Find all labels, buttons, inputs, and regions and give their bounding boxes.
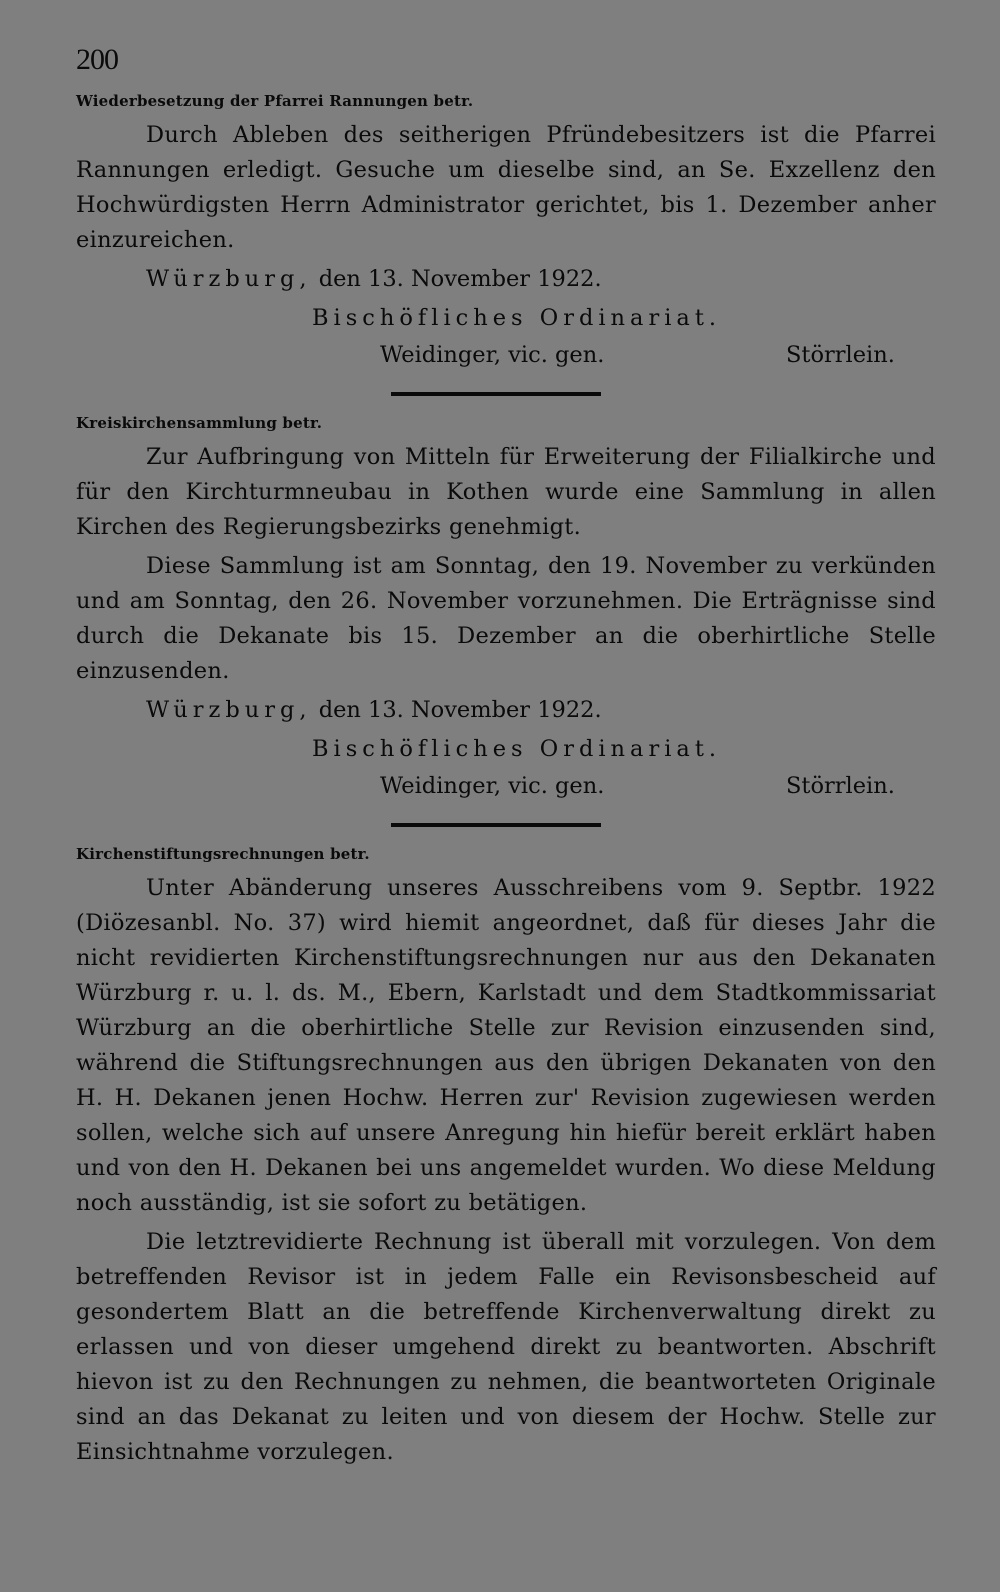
document-page bbox=[76, 40, 936, 1474]
paragraph: Unter Abänderung unseres Ausschreibens vom 9. Septbr. 1922 (Diözesanbl. No. 37) wird hiemit angeordnet, daß für dieses Jahr die nicht revidierten Kirchenstiftungsrechnungen nur aus den Dekanaten Würzburg r. u. l. ds. M., Ebern, Karlstadt und dem Stadtkommissariat Würzburg an die oberhirtliche Stelle zur Revision einzusenden sind, während die Stiftungsrechnungen aus den übrigen Dekanaten von den H. H. Dekanen jenen Hochw. Herren zur' Revision zugewiesen werden sollen, welche sich auf unsere Anregung hin hiefür bereit erklärt haben und von den H. Dekanen bei uns angemeldet wurden. Wo diese Meldung noch ausständig, ist sie sofort zu betätigen. bbox=[76, 875, 936, 1216]
paragraph: Durch Ableben des seitherigen Pfründebesitzers ist die Pfarrei Rannungen erledigt. Gesuche um dieselbe sind, an Se. Exzellenz den Hochwürdigsten Herrn Administrator gerichtet, bis 1. Dezember anher einzureichen. bbox=[76, 122, 936, 253]
signature-vicar-general: Weidinger, vic. gen. bbox=[380, 342, 605, 368]
paragraph: Zur Aufbringung von Mitteln für Erweiterung der Filialkirche und für den Kirchturmneubau in Kothen wurde eine Sammlung in allen Kirchen des Regierungsbezirks genehmigt. bbox=[76, 444, 936, 540]
section-divider bbox=[391, 392, 601, 396]
date: den 13. November 1922. bbox=[318, 697, 602, 723]
issuing-office: Bischöfliches Ordinariat. bbox=[312, 736, 722, 762]
place-date-line bbox=[76, 262, 936, 297]
date: den 13. November 1922. bbox=[318, 266, 602, 292]
place: Würzburg, bbox=[146, 266, 312, 292]
signature-line bbox=[76, 338, 936, 376]
page-number: 200 bbox=[76, 43, 118, 76]
issuing-office: Bischöfliches Ordinariat. bbox=[312, 305, 722, 331]
signature-secretary: Störrlein. bbox=[786, 342, 895, 368]
signature-secretary: Störrlein. bbox=[786, 773, 895, 799]
section-heading: Kirchenstiftungsrechnungen betr. bbox=[76, 845, 370, 863]
section-divider bbox=[391, 823, 601, 827]
section-heading: Wiederbesetzung der Pfarrei Rannungen betr. bbox=[76, 92, 474, 110]
section-heading: Kreiskirchensammlung betr. bbox=[76, 414, 323, 432]
section-kirchenstiftungsrechnungen bbox=[76, 843, 936, 1470]
section-kreiskirchensammlung bbox=[76, 412, 936, 807]
place-date-line bbox=[76, 693, 936, 728]
signature-line bbox=[76, 769, 936, 807]
signature-vicar-general: Weidinger, vic. gen. bbox=[380, 773, 605, 799]
place: Würzburg, bbox=[146, 697, 312, 723]
section-pfarrei-rannungen bbox=[76, 90, 936, 376]
paragraph: Die letztrevidierte Rechnung ist überall mit vorzulegen. Von dem betreffenden Revisor ist in jedem Falle ein Revisonsbescheid auf gesondertem Blatt an die betreffende Kirchenverwaltung direkt zu erlassen und von dieser umgehend direkt zu beantworten. Abschrift hievon ist zu den Rechnungen zu nehmen, die beantworteten Originale sind an das Dekanat zu leiten und von diesem der Hochw. Stelle zur Einsichtnahme vorzulegen. bbox=[76, 1229, 936, 1465]
paragraph: Diese Sammlung ist am Sonntag, den 19. November zu verkünden und am Sonntag, den 26. November vorzunehmen. Die Erträgnisse sind durch die Dekanate bis 15. Dezember an die oberhirtliche Stelle einzusenden. bbox=[76, 553, 936, 684]
